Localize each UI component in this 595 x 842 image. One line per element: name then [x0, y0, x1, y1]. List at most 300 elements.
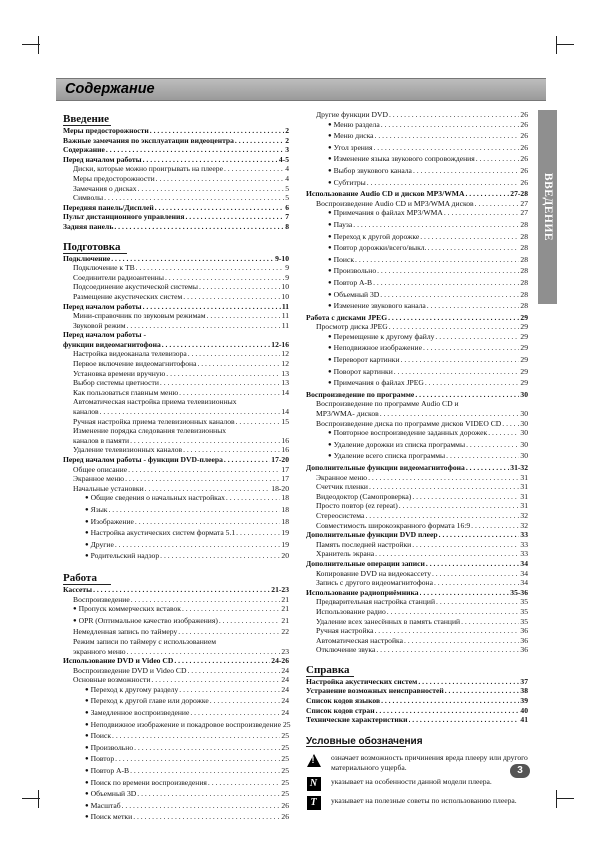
dot-leader	[145, 484, 271, 494]
toc-list-operation	[63, 585, 289, 824]
dot-leader	[394, 367, 520, 377]
toc-entry-text: Хранитель экрана	[316, 549, 375, 559]
toc-entry-page: 28	[520, 243, 528, 253]
toc-entry	[63, 369, 289, 379]
toc-entry-page: 34	[520, 558, 528, 568]
toc-entry-text: ● Объемный 3D	[328, 290, 379, 302]
toc-entry-page: 29	[520, 378, 528, 388]
toc-entry-text: ● Пауза	[328, 220, 352, 232]
toc-entry-text: ● Переход к другой дорожке	[328, 232, 419, 244]
toc-entry-text: Автоматическая настройка приема телевизионных	[73, 397, 237, 407]
toc-entry-page: 26	[520, 165, 528, 175]
toc-entry-page: 33	[520, 539, 528, 549]
toc-entry	[306, 588, 528, 598]
toc-entry-page: 16	[281, 445, 289, 455]
toc-entry	[306, 645, 528, 655]
toc-entry-text: Воспроизведение	[73, 594, 130, 604]
toc-entry-text: Первое включение видеомагнитофона	[73, 359, 197, 369]
section-side-tab	[538, 110, 557, 304]
toc-entry	[63, 340, 289, 350]
toc-entry	[63, 778, 289, 790]
toc-entry	[63, 675, 289, 685]
toc-entry	[63, 136, 289, 146]
toc-entry-page: 29	[520, 331, 528, 341]
toc-entry-text: Другие функции DVD	[316, 110, 388, 119]
toc-entry-page: 30	[520, 389, 528, 399]
toc-entry	[306, 715, 528, 725]
toc-entry-text: Задняя панель	[63, 221, 114, 231]
toc-entry-text: Подключение	[63, 253, 111, 263]
dot-leader	[375, 549, 519, 559]
toc-entry-page: 35-36	[510, 587, 528, 597]
dot-leader	[369, 482, 519, 492]
toc-entry-page: 24	[281, 696, 289, 706]
toc-entry-text: Общее описание	[73, 464, 128, 474]
legend-item-warning	[306, 753, 528, 772]
toc-entry	[306, 597, 528, 607]
toc-entry-text: ● Перемещение к другому файлу	[328, 332, 434, 344]
toc-entry-text: Ручная настройка приема телевизионных каналов	[73, 416, 235, 426]
section-title-reference: Справка	[306, 664, 354, 677]
toc-entry-text: Выбор системы цветности	[73, 378, 159, 388]
dot-leader	[236, 417, 281, 427]
toc-entry-text: Воспроизведение Audio CD и MP3/WMA дисков	[316, 198, 474, 208]
toc-entry-text: Автоматическая настройка	[316, 635, 403, 645]
toc-entry	[63, 397, 289, 407]
toc-entry-page: 31	[520, 482, 528, 492]
toc-entry	[63, 766, 289, 778]
toc-entry	[63, 311, 289, 321]
toc-entry-text: Изменение порядка следования телевизионных	[73, 426, 227, 436]
toc-entry-page: 28	[520, 301, 528, 311]
toc-entry	[63, 708, 289, 720]
crop-mark	[22, 44, 40, 45]
dot-leader	[427, 301, 520, 311]
toc-entry	[63, 685, 289, 697]
toc-entry-page: 25	[282, 719, 291, 729]
toc-entry-text: ● Примечания о файлах MP3/WMA	[328, 208, 443, 220]
toc-entry	[306, 154, 528, 166]
toc-entry-page: 26	[520, 142, 528, 152]
dot-leader	[436, 597, 519, 607]
toc-entry-text: Звуковой режим	[73, 320, 126, 330]
dot-leader	[151, 675, 280, 685]
toc-entry-page: 9	[285, 272, 289, 282]
toc-entry-text: ● Замедленное воспроизведение	[85, 708, 189, 720]
toc-entry-page: 31	[520, 472, 528, 482]
dot-leader	[377, 266, 519, 276]
dot-leader	[420, 588, 510, 598]
toc-entry	[63, 193, 289, 203]
toc-entry	[63, 203, 289, 213]
toc-entry-page: 28	[520, 254, 528, 264]
toc-list-reference	[306, 677, 528, 725]
toc-entry-page: 28	[520, 266, 528, 276]
note-icon: N	[306, 777, 321, 791]
toc-entry-text: Перед началом работы	[63, 154, 142, 164]
dot-leader	[465, 189, 509, 199]
toc-entry-page: 25	[281, 731, 289, 741]
toc-entry	[63, 666, 289, 676]
toc-entry	[63, 720, 289, 732]
toc-entry-page: 38	[520, 686, 528, 696]
toc-entry-text: Немедленная запись по таймеру	[73, 627, 178, 637]
dot-leader	[367, 178, 520, 188]
toc-entry	[63, 155, 289, 165]
toc-entry-text: каналов в памяти	[73, 435, 130, 445]
toc-entry-text: ● Произвольно	[85, 743, 133, 755]
toc-entry	[63, 484, 289, 494]
toc-entry-text: ● Примечания о файлах JPEG	[328, 378, 424, 390]
toc-entry-text: Меры предосторожности	[73, 173, 155, 183]
toc-entry	[63, 505, 289, 517]
toc-entry	[306, 178, 528, 190]
toc-entry	[306, 220, 528, 232]
toc-entry-text: функции видеомагнитофона	[63, 339, 161, 349]
toc-entry-text: Кассеты	[63, 584, 93, 594]
toc-entry-page: 26	[520, 131, 528, 141]
toc-entry-text: Меры предосторожности	[63, 126, 149, 135]
toc-entry-page: 26	[520, 177, 528, 187]
toc-list-right	[306, 110, 528, 655]
toc-entry-page: 24	[281, 708, 289, 718]
toc-entry-page: 33	[520, 530, 528, 540]
toc-entry-page: 18	[281, 493, 289, 503]
dot-leader	[185, 212, 284, 222]
section-title-intro: Введение	[63, 113, 110, 125]
toc-entry	[306, 473, 528, 483]
dot-leader	[104, 193, 284, 203]
toc-entry-page: 20	[281, 551, 289, 561]
dot-leader	[389, 110, 519, 120]
crop-mark	[38, 36, 39, 54]
dot-leader	[174, 656, 270, 666]
toc-entry	[306, 243, 528, 255]
toc-entry-page: 30	[520, 428, 528, 438]
dot-leader	[427, 243, 519, 253]
toc-entry-text: ● Настройка акустических систем формата 5.1	[85, 528, 235, 540]
toc-entry-page: 24	[281, 675, 289, 685]
dot-leader	[389, 322, 520, 332]
toc-entry-page: 12	[281, 349, 289, 359]
dot-leader	[236, 528, 280, 538]
toc-entry	[63, 292, 289, 302]
toc-entry	[63, 743, 289, 755]
toc-entry-text: каналов	[73, 407, 99, 417]
toc-entry-page: 16	[281, 435, 289, 445]
toc-entry	[306, 419, 528, 429]
toc-entry-text: Работа с дисками JPEG	[306, 312, 388, 322]
toc-entry-text: Пульт дистанционного управления	[63, 212, 185, 222]
legend-text: означает возможность причинения вреда плееру или другого материального ущерба.	[331, 753, 528, 772]
toc-entry	[63, 540, 289, 552]
toc-entry-page: 18	[281, 516, 289, 526]
toc-entry-text: ● Переход к другой главе или дорожке	[85, 696, 209, 708]
toc-entry-text: ● Неподвижное изображение и покадровое воспроизведение	[85, 720, 281, 732]
dot-leader	[125, 474, 280, 484]
dot-leader	[143, 155, 278, 165]
toc-entry-page: 26	[281, 800, 289, 810]
toc-entry-text: ● Изображение	[85, 517, 134, 529]
toc-entry-page: 9	[285, 263, 289, 273]
toc-entry-text: ● Общие сведения о начальных настройках	[85, 493, 225, 505]
toc-entry-page: 27-28	[510, 189, 528, 199]
toc-entry-page: 13	[281, 378, 289, 388]
toc-entry	[63, 604, 289, 616]
toc-entry-text: Настройка акустических систем	[306, 676, 418, 686]
toc-entry-page: 3	[285, 145, 289, 155]
toc-entry	[306, 301, 528, 313]
toc-entry-page: 25	[281, 777, 289, 787]
toc-entry	[306, 440, 528, 452]
toc-entry	[63, 184, 289, 194]
toc-entry-page: 21-23	[271, 584, 289, 594]
toc-entry-page: 24	[281, 684, 289, 694]
toc-left-column	[63, 110, 289, 824]
toc-entry-text: Важные замечания по эксплуатации видеоцентра	[63, 135, 234, 145]
dot-leader	[207, 311, 281, 321]
toc-entry	[306, 482, 528, 492]
toc-entry-text: Экранное меню	[316, 472, 368, 482]
toc-entry-page: 36	[520, 635, 528, 645]
toc-entry-text: ● Поиск по времени воспроизведения	[85, 778, 207, 790]
toc-entry	[306, 166, 528, 178]
dot-leader	[226, 493, 281, 503]
dot-leader	[135, 517, 280, 527]
dot-leader	[130, 766, 280, 776]
toc-entry	[63, 445, 289, 455]
toc-entry-page: 35	[520, 616, 528, 626]
toc-entry	[63, 754, 289, 766]
toc-entry	[63, 455, 289, 465]
dot-leader	[355, 255, 519, 265]
dot-leader	[138, 184, 285, 194]
toc-entry-text: ● Повтор A-B	[328, 278, 372, 290]
dot-leader	[136, 263, 285, 273]
toc-entry-text: Просто повтор (ez repeat)	[316, 501, 398, 511]
toc-entry	[63, 637, 289, 647]
toc-entry	[306, 332, 528, 344]
dot-leader	[381, 120, 520, 130]
toc-entry	[63, 789, 289, 801]
dot-leader	[488, 428, 519, 438]
toc-entry-text: Установка времени вручную	[73, 368, 166, 378]
toc-entry-page: 39	[520, 696, 528, 706]
toc-entry-page: 21	[281, 604, 289, 614]
toc-entry	[306, 607, 528, 617]
toc-entry-text: Технические характеристики	[306, 715, 408, 725]
toc-entry-page: 24-26	[271, 656, 289, 666]
legend-item-tip	[306, 796, 528, 810]
toc-entry	[306, 686, 528, 696]
dot-leader	[461, 617, 519, 627]
tip-icon: T	[306, 796, 321, 810]
toc-entry-text: ● Поиск метки	[85, 812, 132, 824]
dot-leader	[374, 626, 519, 636]
toc-entry-text: ● Масштаб	[85, 801, 121, 813]
toc-entry	[306, 290, 528, 302]
toc-entry-text: ● Повтор	[85, 754, 114, 766]
toc-entry-text: Дополнительные функции DVD плеер	[306, 530, 438, 540]
toc-entry-text: ● Субтитры	[328, 178, 366, 190]
dot-leader	[235, 136, 284, 146]
dot-leader	[179, 388, 280, 398]
toc-entry	[306, 143, 528, 155]
toc-entry-text: Память последней настройки	[316, 539, 412, 549]
toc-entry	[63, 302, 289, 312]
toc-entry	[63, 801, 289, 813]
toc-entry-page: 30	[520, 409, 528, 419]
toc-entry-page: 36	[520, 626, 528, 636]
dot-leader	[476, 154, 520, 164]
toc-entry-text: ● Произвольно	[328, 266, 376, 278]
dot-leader	[160, 378, 280, 388]
toc-entry	[63, 164, 289, 174]
toc-entry	[306, 390, 528, 400]
toc-entry-text: Воспроизведение по программе Audio CD и	[316, 399, 459, 409]
toc-entry	[63, 656, 289, 666]
toc-entry-page: 29	[520, 312, 528, 322]
dot-leader	[425, 378, 520, 388]
toc-entry-page: 29	[520, 322, 528, 332]
dot-leader	[404, 636, 519, 646]
dot-leader	[190, 708, 280, 718]
dot-leader	[432, 569, 519, 579]
crop-mark	[556, 790, 557, 808]
dot-leader	[127, 647, 281, 657]
dot-leader	[100, 407, 281, 417]
toc-entry-text: Удаление всех занесённых в память станций	[316, 616, 461, 626]
dot-leader	[134, 743, 280, 753]
toc-entry	[306, 540, 528, 550]
toc-entry-page: 11	[281, 301, 289, 311]
toc-entry	[306, 322, 528, 332]
dot-leader	[130, 436, 280, 446]
toc-entry	[63, 426, 289, 436]
dot-leader	[156, 174, 285, 184]
dot-leader	[179, 685, 280, 695]
dot-leader	[471, 521, 519, 531]
dot-leader	[114, 222, 284, 232]
dot-leader	[426, 559, 520, 569]
toc-entry	[306, 343, 528, 355]
toc-entry-text: Как пользоваться главным меню	[73, 387, 179, 397]
toc-entry-text: ● Поиск	[85, 731, 111, 743]
toc-entry	[63, 696, 289, 708]
toc-entry-text: MP3/WMA- дисков	[316, 409, 379, 419]
toc-entry	[306, 463, 528, 473]
toc-entry	[63, 493, 289, 505]
toc-entry	[63, 174, 289, 184]
toc-entry-page: 26	[520, 110, 528, 119]
page-number: 3	[510, 764, 530, 778]
toc-entry	[63, 474, 289, 484]
dot-leader	[415, 390, 519, 400]
toc-entry-page: 34	[520, 568, 528, 578]
toc-right-column	[306, 110, 528, 815]
toc-entry	[306, 617, 528, 627]
dot-leader	[182, 604, 280, 614]
toc-entry	[306, 199, 528, 209]
toc-entry-text: Предварительная настройка станций	[316, 597, 436, 607]
toc-entry-page: 31	[520, 491, 528, 501]
toc-entry	[63, 812, 289, 824]
toc-entry-text: Подсоединение акустической системы	[73, 282, 198, 292]
page-title: Содержание	[65, 81, 155, 97]
dot-leader	[219, 616, 281, 626]
dot-leader	[412, 492, 519, 502]
toc-entry	[63, 126, 289, 136]
dot-leader	[93, 585, 270, 595]
dot-leader	[199, 282, 280, 292]
toc-entry-page: 23	[281, 646, 289, 656]
toc-entry	[63, 731, 289, 743]
toc-entry-page: 19	[281, 539, 289, 549]
dot-leader	[466, 463, 509, 473]
dot-leader	[413, 166, 519, 176]
dot-leader	[133, 812, 280, 822]
toc-entry-page: 5	[285, 183, 289, 193]
dot-leader	[353, 220, 519, 230]
toc-entry-page: 11	[281, 311, 289, 321]
toc-entry	[306, 569, 528, 579]
toc-entry-page: 27	[520, 198, 528, 208]
toc-entry-page: 10	[281, 291, 289, 301]
toc-entry-page: 2	[285, 126, 289, 135]
toc-entry-text: Счетчик пленки	[316, 482, 368, 492]
toc-entry	[306, 451, 528, 463]
toc-entry-page: 13	[281, 368, 289, 378]
toc-entry-page: 40	[520, 705, 528, 715]
toc-entry-page: 31	[520, 501, 528, 511]
dot-leader	[166, 369, 280, 379]
toc-entry	[306, 232, 528, 244]
toc-entry-text: ● Удаление дорожки из списка программы	[328, 440, 465, 452]
toc-entry-page: 32	[520, 520, 528, 530]
dot-leader	[475, 199, 520, 209]
toc-entry	[63, 465, 289, 475]
legend-item-note	[306, 777, 528, 791]
dot-leader	[376, 645, 519, 655]
toc-entry-page: 11	[281, 320, 289, 330]
toc-entry	[306, 409, 528, 419]
toc-entry-text: экранного меню	[73, 646, 126, 656]
toc-entry	[63, 359, 289, 369]
dot-leader	[387, 607, 520, 617]
toc-entry-text: Использование радио	[316, 606, 386, 616]
toc-entry	[63, 222, 289, 232]
toc-entry-page: 35	[520, 606, 528, 616]
toc-entry-page: 29	[520, 343, 528, 353]
toc-entry-page: 41	[520, 715, 528, 725]
toc-entry-text: Экранное меню	[73, 474, 125, 484]
toc-entry-page: 28	[520, 219, 528, 229]
toc-entry	[306, 208, 528, 220]
toc-entry-text: Воспроизведение диска по программе дисков VIDEO CD	[316, 418, 502, 428]
toc-entry-page: 19	[281, 528, 289, 538]
warning-triangle-icon	[306, 753, 321, 767]
toc-entry-page: 8	[285, 221, 289, 231]
dot-leader	[373, 143, 519, 153]
toc-entry-page: 10	[281, 282, 289, 292]
toc-entry-text: Перед началом работы -	[63, 330, 147, 340]
dot-leader	[112, 731, 280, 741]
dot-leader	[178, 627, 280, 637]
toc-entry	[306, 313, 528, 323]
toc-entry-page: 26	[520, 119, 528, 129]
legend-text: указывает на особенности данной модели плеера.	[331, 777, 492, 787]
toc-entry-page: 30	[520, 439, 528, 449]
